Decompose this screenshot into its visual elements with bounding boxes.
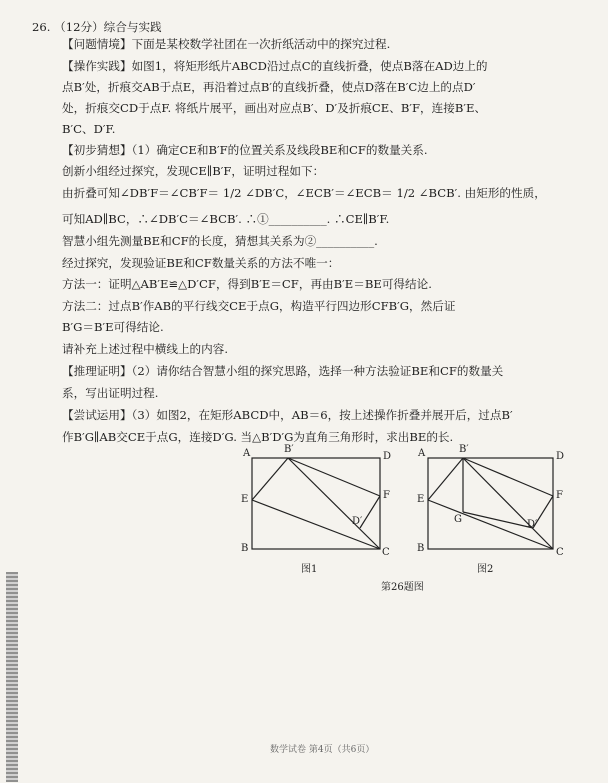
figure-group-caption: 第26题图	[381, 582, 424, 593]
fig1-label-b-prime: B′	[284, 444, 294, 455]
fig1-label-d-prime: D′	[352, 516, 363, 527]
fig1-caption: 图1	[301, 564, 318, 575]
problem-line: 【初步猜想】（1）确定CE和B′F的位置关系及线段BE和CF的数量关系.	[62, 143, 428, 157]
fig2-label-f: F	[556, 490, 563, 501]
fig2-caption: 图2	[477, 564, 494, 575]
fig2-rectangle	[428, 458, 553, 549]
fig1-segment-df	[360, 496, 380, 528]
fig1-segment-bc	[288, 458, 380, 549]
fig2-segment-bc	[463, 458, 553, 549]
fig2-label-b: B	[417, 543, 425, 554]
figure-group	[230, 444, 570, 593]
fig2-label-b-prime: B′	[459, 444, 469, 455]
fig1-label-c: C	[382, 547, 390, 558]
problem-line: 创新小组经过探究，发现CE∥B′F，证明过程如下：	[62, 164, 325, 178]
fig2-crease-bf	[463, 458, 553, 496]
fig2-label-e: E	[417, 494, 425, 505]
problem-line: B′G＝B′E可得结论.	[62, 320, 164, 334]
problem-line: 请补充上述过程中横线上的内容.	[62, 342, 228, 356]
problem-line: 由折叠可知∠DB′F＝∠CB′F＝ 1/2 ∠DB′C，∠ECB′＝∠ECB＝ 1/2 ∠BCB′. 由矩形的性质，	[62, 186, 546, 200]
problem-line: 智慧小组先测量BE和CF的长度，猜想其关系为②__________.	[62, 234, 378, 248]
binding-strip	[6, 572, 18, 782]
problem-line: 可知AD∥BC，∴∠DB′C＝∠BCB′. ∴①__________. ∴CE∥B′F.	[62, 212, 390, 226]
problem-number: 26.	[32, 20, 51, 34]
problem-line: 【问题情境】下面是某校数学社团在一次折纸活动中的探究过程.	[62, 37, 391, 51]
problem-line: 方法一：证明△AB′E≌△D′CF，得到B′E＝CF，再由B′E＝BE可得结论.	[62, 277, 432, 291]
page-footer: 数学试卷 第4页（共6页）	[270, 745, 375, 755]
problem-line: 处，折痕交CD于点F. 将纸片展平，画出对应点B′、D′及折痕CE、B′F，连接B′E、	[62, 101, 487, 115]
figure-1-diagram	[230, 450, 570, 590]
problem-line: 点B′处，折痕交AB于点E，再沿着过点B′的直线折叠，使点D落在B′C边上的点D′	[62, 80, 476, 94]
problem-line: 方法二：过点B′作AB的平行线交CE于点G，构造平行四边形CFB′G，然后证	[62, 299, 456, 313]
fig2-segment-gd	[463, 512, 533, 528]
fig2-label-c: C	[556, 547, 564, 558]
problem-header	[32, 20, 532, 35]
fig2-label-d: D	[556, 451, 565, 462]
fig2-label-a: A	[418, 448, 426, 459]
fig1-label-d: D	[383, 451, 392, 462]
problem-line: 作B′G∥AB交CE于点G，连接D′G. 当△B′D′G为直角三角形时，求出BE的长.	[62, 430, 454, 444]
fig1-segment-be	[252, 458, 288, 500]
fig2-label-g: G	[454, 514, 462, 525]
problem-line: B′C、D′F.	[62, 122, 116, 136]
fig1-label-b: B	[241, 543, 249, 554]
fig1-rectangle	[252, 458, 380, 549]
fig1-label-f: F	[383, 490, 390, 501]
fig1-label-e: E	[241, 494, 249, 505]
problem-line: 【操作实践】如图1，将矩形纸片ABCD沿过点C的直线折叠，使点B落在AD边上的	[62, 59, 488, 73]
fig2-label-d-prime: D′	[527, 519, 538, 530]
problem-line: 【推理证明】（2）请你结合智慧小组的探究思路，选择一种方法验证BE和CF的数量关	[62, 364, 504, 378]
fig1-crease-bf	[288, 458, 380, 496]
problem-line: 系，写出证明过程.	[62, 386, 159, 400]
problem-line: 【尝试运用】（3）如图2，在矩形ABCD中，AB＝6，按上述操作折叠并展开后，过点B′	[62, 408, 513, 422]
fig1-label-a: A	[243, 448, 251, 459]
fig2-segment-be	[428, 458, 463, 500]
problem-line: 经过探究，发现验证BE和CF数量关系的方法不唯一：	[62, 256, 340, 270]
problem-title: （12分）综合与实践	[54, 20, 162, 34]
